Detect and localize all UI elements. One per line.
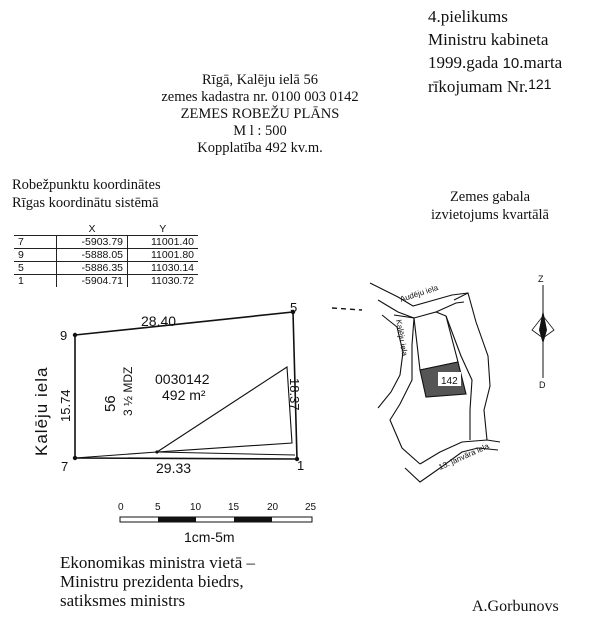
parcel-area: 492 m²	[162, 387, 206, 403]
attachment-line1: 4.pielikums	[428, 7, 508, 26]
header-address: Rīgā, Kalēju ielā 56	[202, 72, 318, 88]
compass-north-label: Z	[538, 274, 544, 284]
footer-line3: satiksmes ministrs	[60, 591, 186, 610]
header-area: Kopplatība 492 kv.m.	[197, 140, 323, 156]
row-y: 11030.14	[128, 262, 199, 275]
attachment-order-number: 121	[528, 76, 552, 92]
row-x: -5903.79	[57, 236, 128, 249]
parcel-142-label: 142	[441, 376, 458, 387]
row-y: 11001.80	[128, 249, 199, 262]
bottom-length-label: 29.33	[156, 460, 192, 476]
scale-tick-5: 5	[155, 502, 161, 513]
scale-bar-segment-3	[234, 517, 272, 522]
header-title: ZEMES ROBEŽU PLĀNS	[180, 106, 340, 122]
compass-south-label: D	[539, 380, 546, 390]
header-cadastre: zemes kadastra nr. 0100 003 0142	[161, 89, 359, 105]
scale-tick-20: 20	[267, 502, 279, 513]
row-point: 1	[14, 275, 57, 288]
lead-line	[332, 308, 362, 310]
corner-9-mark	[73, 333, 77, 337]
street-audeju-label: Audēju iela	[398, 283, 440, 304]
footer-line1: Ekonomikas ministra vietā –	[60, 553, 255, 572]
row-point: 5	[14, 262, 57, 275]
scale-bar-frame	[120, 517, 312, 522]
parcel-plan	[32, 300, 304, 476]
attachment-month: .marta	[519, 53, 563, 72]
attachment-day: 10	[502, 55, 520, 72]
signature-name: A.Gorbunovs	[472, 598, 559, 615]
location-title-line1: Zemes gabala	[449, 189, 531, 205]
row-x: -5904.71	[57, 275, 128, 288]
right-length-label: 18.37	[287, 378, 302, 411]
row-point: 7	[14, 236, 57, 249]
parcel-code: 0030142	[155, 371, 210, 387]
coordinates-title-line1: Robežpunktu koordinātes	[12, 177, 161, 193]
footer-signatory	[60, 553, 255, 610]
corner-7-label: 7	[61, 459, 69, 474]
corner-9-label: 9	[60, 328, 68, 343]
scale-bar-segment-1	[158, 517, 196, 522]
footer-line2: Ministru prezidenta biedrs,	[60, 572, 244, 591]
left-length-label: 15.74	[58, 389, 73, 422]
corner-5-label: 5	[290, 300, 298, 315]
row-x: -5888.05	[57, 249, 128, 262]
scale-tick-25: 25	[305, 502, 317, 513]
compass-rose-icon	[532, 274, 554, 390]
row-y: 11030.72	[128, 275, 199, 288]
scale-tick-10: 10	[190, 502, 202, 513]
scale-bar	[118, 502, 317, 545]
row-point: 9	[14, 249, 57, 262]
street-label: Kalēju iela	[32, 366, 51, 456]
scale-tick-0: 0	[118, 502, 124, 513]
top-length-label: 28.40	[141, 313, 177, 329]
scale-legend: 1cm-5m	[184, 529, 235, 545]
street-janvara-label: 13. janvāra iela	[437, 441, 491, 472]
row-y: 11001.40	[128, 236, 199, 249]
block-outline	[414, 312, 458, 370]
midpoint-mark	[155, 450, 158, 453]
attachment-order-prefix: rīkojumam Nr.	[428, 77, 529, 96]
scale-tick-15: 15	[228, 502, 240, 513]
compass-needle	[539, 310, 547, 344]
corner-7-mark	[73, 456, 77, 460]
header-y: Y	[159, 223, 167, 235]
header-scale: M l : 500	[233, 123, 287, 139]
corner-1-label: 1	[297, 458, 305, 473]
house-description: 3 ½ MDZ	[121, 366, 135, 416]
building-base-line	[157, 452, 295, 455]
row-x: -5886.35	[57, 262, 128, 275]
coordinates-title-line2: Rīgas koordinātu sistēmā	[12, 195, 159, 211]
building-line	[75, 452, 157, 458]
location-title-line2: izvietojums kvartālā	[431, 207, 549, 223]
attachment-year: 1999.gada	[428, 53, 499, 72]
house-number: 56	[102, 395, 119, 412]
header-x: X	[88, 223, 96, 235]
attachment-line2: Ministru kabineta	[428, 30, 549, 49]
road-audeju-bottom-right	[436, 302, 464, 312]
street-kaleju-label: Kalēju iela	[394, 318, 410, 357]
